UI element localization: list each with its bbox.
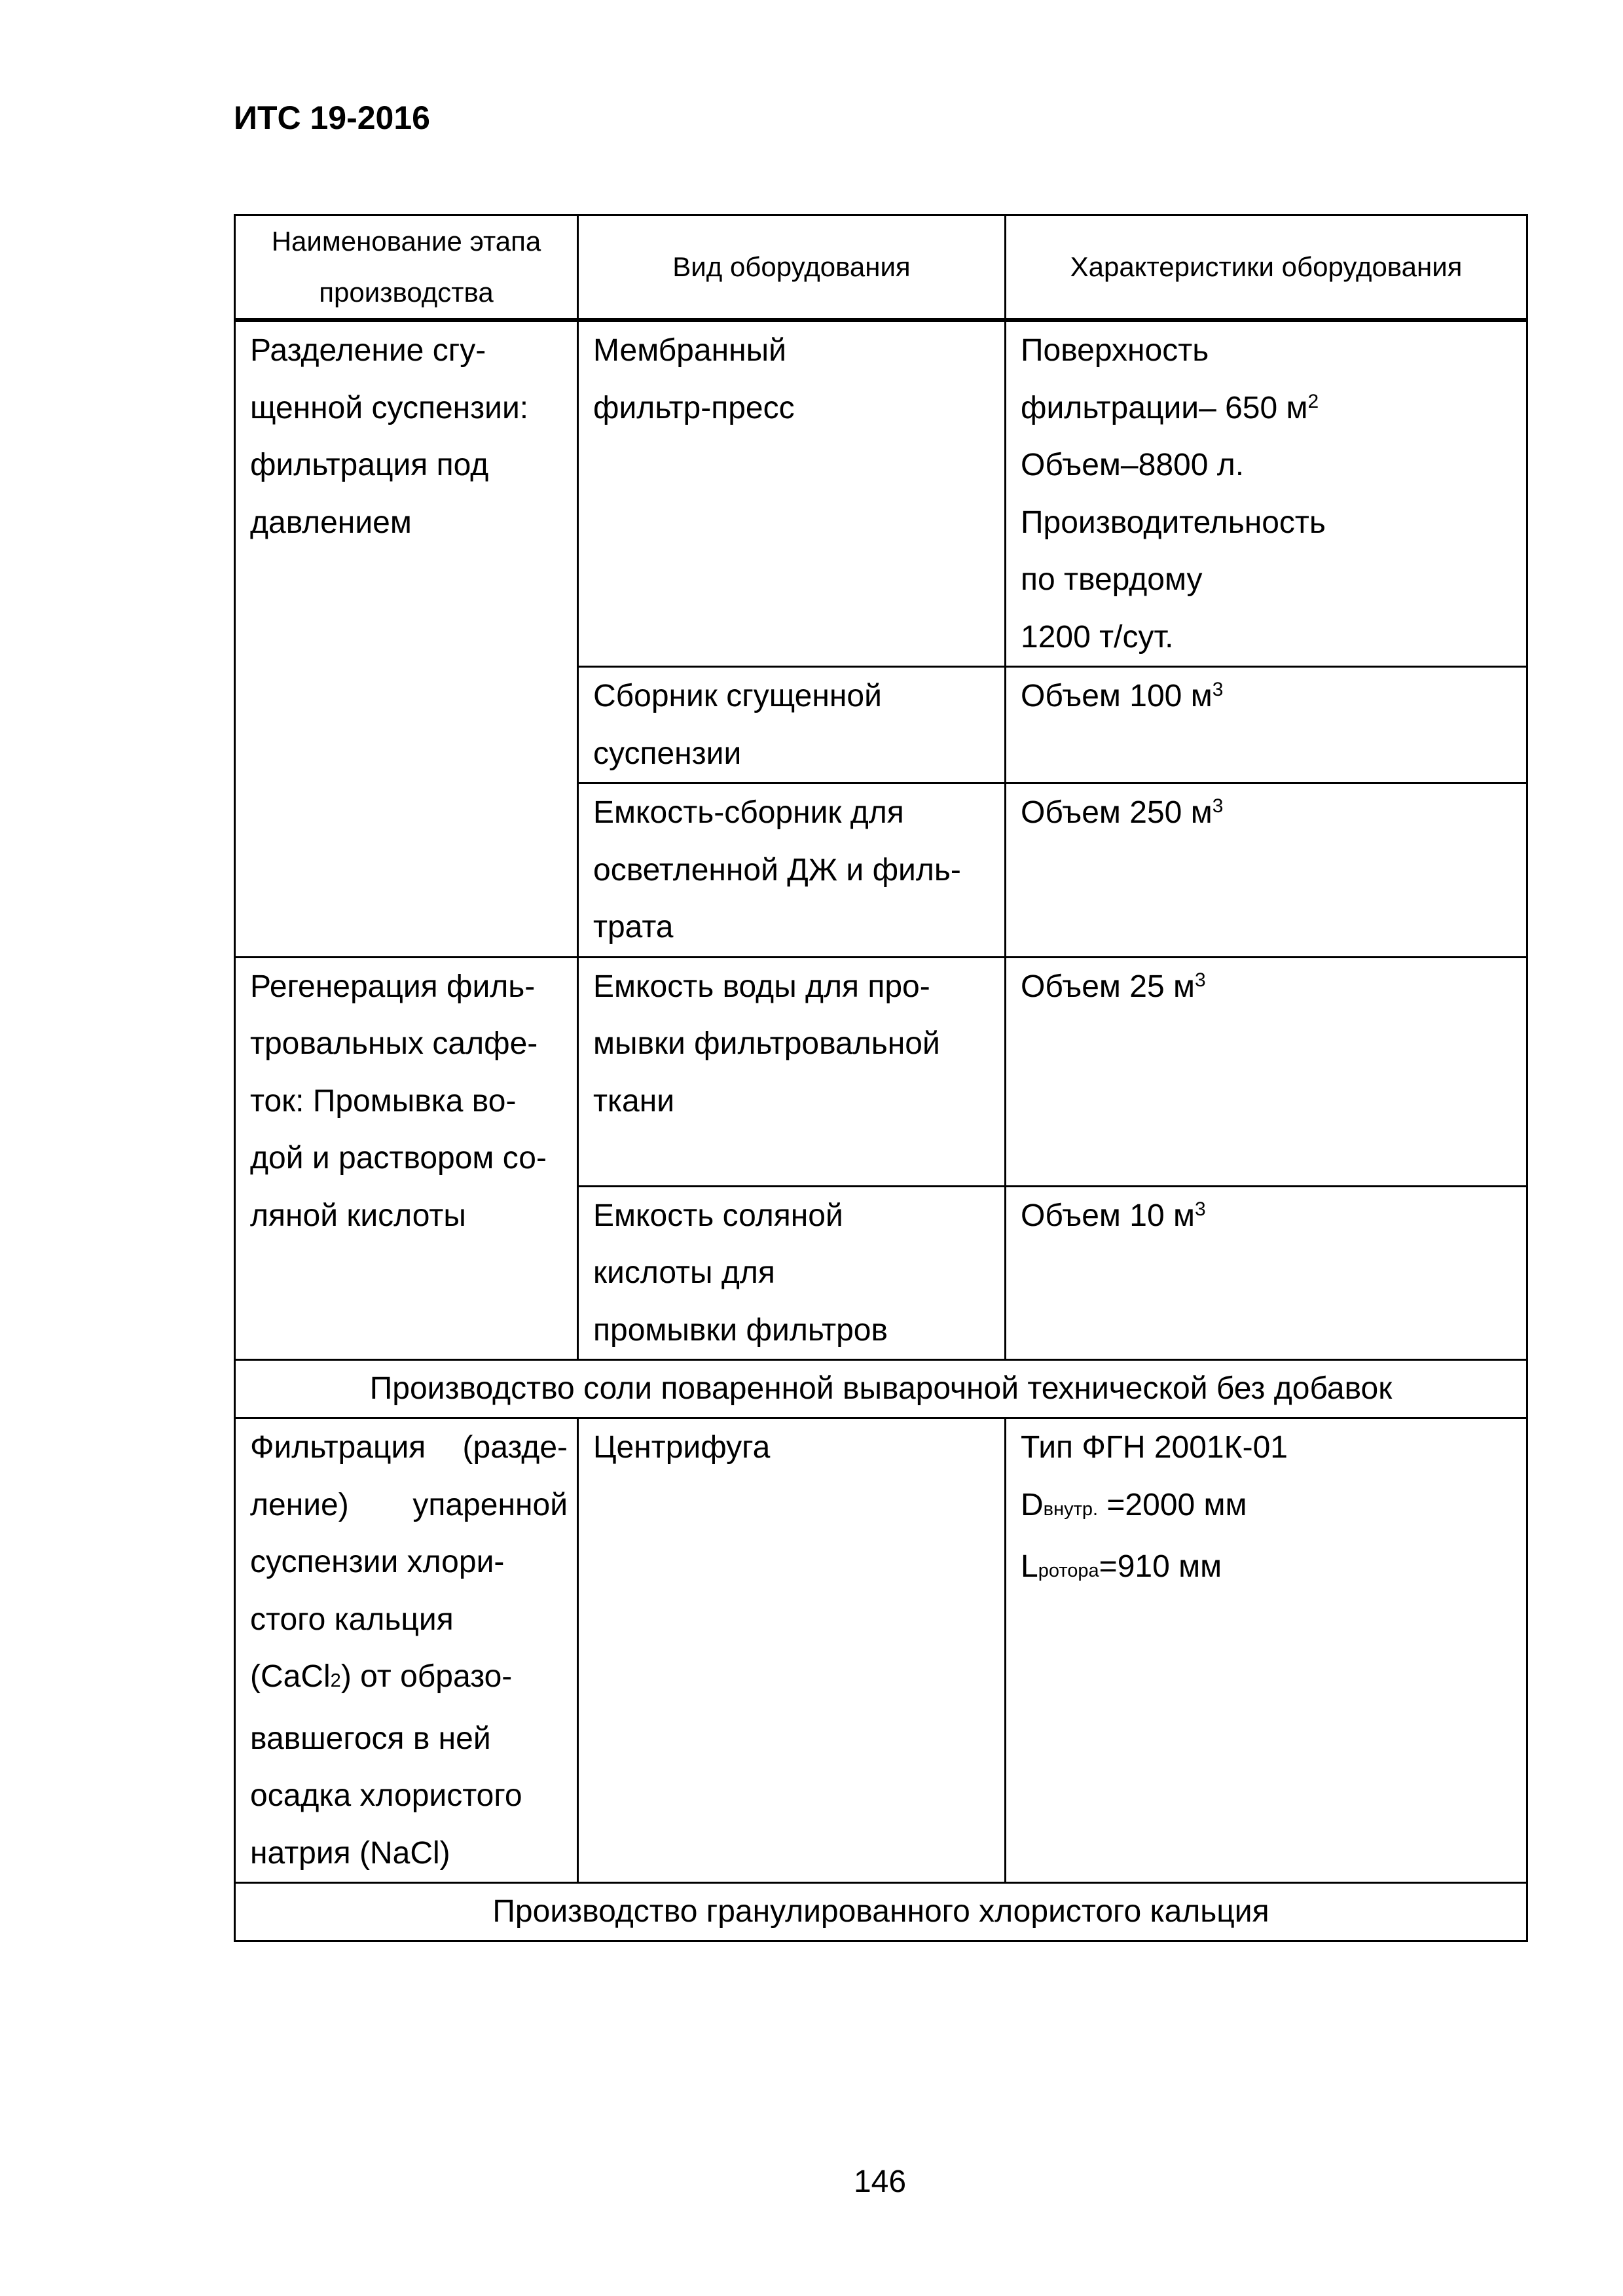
cell-line: Фильтрация (разде-: [250, 1430, 568, 1465]
cell-line: [1021, 668, 1517, 725]
header-characteristics-cell: Характеристики оборудования: [1006, 215, 1527, 321]
section-row: [235, 1883, 1527, 1941]
cell-text: =2000 мм: [1098, 1487, 1247, 1522]
equipment-cell: [578, 1418, 1006, 1883]
equipment-cell: [578, 783, 1006, 958]
subscript: 2: [330, 1670, 341, 1691]
cell-line: вавшегося в ней: [250, 1721, 491, 1756]
cell-line: Объем–8800 л.: [1021, 448, 1245, 482]
equipment-cell: [578, 1186, 1006, 1360]
equipment-cell: [578, 667, 1006, 783]
cell-line: осадка хлористого: [250, 1778, 522, 1813]
stage-cell-separation: [235, 320, 578, 957]
document-code-header: ИТС 19-2016: [234, 99, 430, 136]
cell-text: D: [1021, 1487, 1044, 1522]
section-heading-granulated-calcium-chloride: Производство гранулированного хлористого кальция: [235, 1883, 1527, 1941]
characteristics-cell: [1006, 957, 1527, 1186]
cell-line: фильтрация под: [250, 448, 489, 482]
cell-line: [1021, 1538, 1517, 1600]
cell-line: по твердому: [1021, 562, 1203, 597]
subscript: ротора: [1038, 1560, 1099, 1581]
characteristics-cell: [1006, 783, 1527, 958]
cell-line: [1021, 1477, 1517, 1539]
cell-line: 1200 т/сут.: [1021, 619, 1174, 655]
header-stage-line2: производства: [319, 277, 494, 308]
cell-line: Емкость воды для про-: [593, 969, 930, 1004]
superscript: 2: [1307, 390, 1319, 412]
cell-line: [1021, 784, 1517, 842]
section-row: [235, 1360, 1527, 1418]
cell-line: дой и раствором со-: [250, 1141, 547, 1175]
cell-line: Разделение сгу-: [250, 333, 486, 368]
equipment-cell: [578, 320, 1006, 667]
cell-line: Сборник сгущенной: [593, 679, 882, 713]
cell-line: трата: [593, 910, 674, 944]
cell-text: L: [1021, 1549, 1038, 1584]
table-row: [235, 1418, 1527, 1883]
cell-line: Центрифуга: [593, 1430, 771, 1465]
cell-text: Объем 100 м: [1021, 679, 1213, 713]
cell-text: Объем 250 м: [1021, 795, 1213, 830]
cell-text: Объем 10 м: [1021, 1198, 1195, 1233]
cell-line: стого кальция: [250, 1602, 454, 1637]
cell-text: =910 мм: [1099, 1549, 1222, 1584]
cell-line: [1021, 958, 1517, 1016]
cell-line: Емкость соляной: [593, 1198, 843, 1233]
section-heading-table-salt: Производство соли поваренной выварочной технической без добавок: [235, 1360, 1527, 1418]
cell-line: ткани: [593, 1083, 675, 1119]
header-equipment-cell: Вид оборудования: [578, 215, 1006, 321]
cell-text: фильтрации– 650 м: [1021, 390, 1308, 425]
cell-line: [1021, 380, 1517, 437]
superscript: 3: [1212, 679, 1224, 700]
cell-text: Объем 25 м: [1021, 969, 1195, 1004]
stage-cell-regeneration: [235, 957, 578, 1360]
cell-line: ляной кислоты: [250, 1198, 466, 1233]
equipment-table: [234, 214, 1528, 1942]
cell-line: промывки фильтров: [593, 1312, 888, 1348]
page-number: 146: [853, 2164, 907, 2199]
cell-line: Поверхность: [1021, 333, 1209, 368]
cell-line: кислоты для: [593, 1255, 775, 1290]
cell-line: тровальных салфе-: [250, 1026, 538, 1061]
table-header-row: [235, 215, 1527, 321]
cell-text: ) от образо-: [340, 1659, 513, 1694]
characteristics-cell: [1006, 667, 1527, 783]
cell-line: Регенерация филь-: [250, 969, 536, 1004]
characteristics-cell: [1006, 320, 1527, 667]
cell-line: натрия (NaCl): [250, 1835, 450, 1871]
cell-line: мывки фильтровальной: [593, 1026, 940, 1061]
subscript: внутр.: [1043, 1498, 1099, 1520]
cell-line: осветленной ДЖ и филь-: [593, 852, 961, 888]
cell-line: давлением: [250, 505, 412, 540]
cell-text: (CaCl: [250, 1659, 331, 1694]
cell-line: ление) упаренной: [250, 1487, 568, 1522]
superscript: 3: [1195, 1198, 1206, 1220]
cell-line: [1021, 1187, 1517, 1245]
equipment-cell: [578, 957, 1006, 1186]
characteristics-cell: [1006, 1186, 1527, 1360]
cell-line: ток: Промывка во-: [250, 1083, 517, 1119]
cell-line: Тип ФГН 2001К-01: [1021, 1430, 1288, 1465]
header-stage-line1: Наименование этапа: [271, 226, 541, 257]
cell-line: суспензии: [593, 736, 742, 771]
table-row: [235, 320, 1527, 667]
header-stage-cell: [235, 215, 578, 321]
stage-cell-filtration: [235, 1418, 578, 1883]
characteristics-cell: [1006, 1418, 1527, 1883]
cell-line: суспензии хлори-: [250, 1545, 505, 1579]
cell-line: Емкость-сборник для: [593, 795, 904, 830]
superscript: 3: [1212, 795, 1224, 817]
cell-line: фильтр-пресс: [593, 390, 795, 425]
table-row: [235, 957, 1527, 1186]
cell-line: Мембранный: [593, 333, 786, 368]
cell-line: щенной суспензии:: [250, 390, 529, 425]
cell-line: [250, 1648, 568, 1710]
cell-line: Производительность: [1021, 505, 1326, 540]
superscript: 3: [1195, 969, 1206, 991]
